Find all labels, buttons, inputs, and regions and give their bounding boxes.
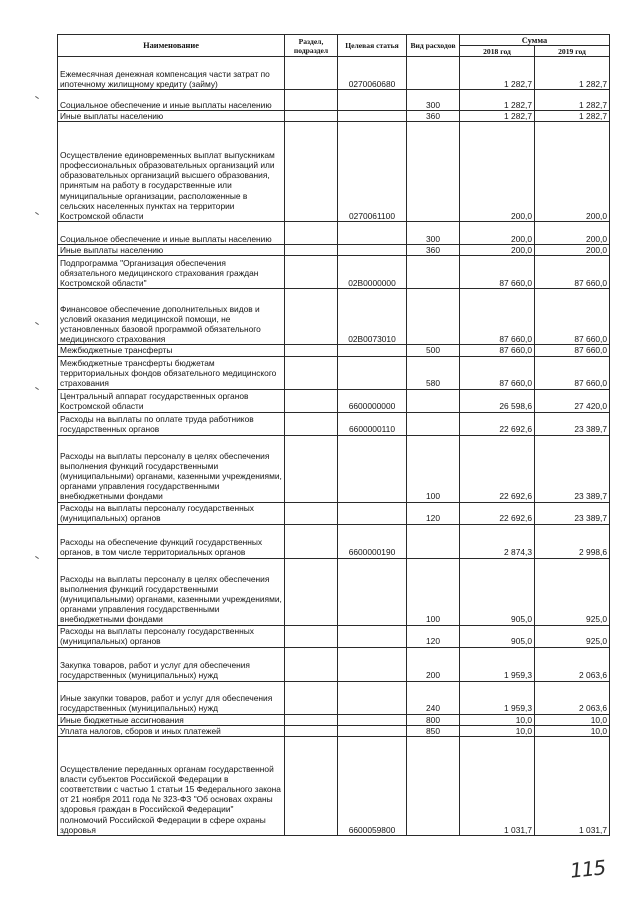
table-row (58, 647, 610, 681)
budget-sheet (57, 34, 609, 836)
table-row (58, 725, 610, 736)
header-sum: Сумма (460, 35, 610, 46)
table-row (58, 524, 610, 558)
cell-name: Уплата налогов, сборов и иных платежей (58, 725, 285, 736)
cell-amount-2018: 87 660,0 (460, 256, 535, 289)
cell-target-code (338, 681, 407, 714)
cell-target-code (338, 345, 407, 356)
cell-section (285, 289, 338, 345)
table-row (58, 256, 610, 289)
table-row (58, 737, 610, 836)
handwritten-page-number: 115 (568, 855, 607, 883)
cell-expense-kind: 120 (407, 625, 460, 647)
cell-target-code: 6600000110 (338, 412, 407, 435)
cell-section (285, 389, 338, 412)
cell-name: Расходы на выплаты персоналу в целях обеспечения выполнения функций государственными (муниципальными) органами, казенными учреждениями, органами управления государственными внебюджетными фондами (58, 558, 285, 625)
cell-target-code (338, 435, 407, 502)
cell-section (285, 412, 338, 435)
cell-expense-kind (407, 412, 460, 435)
table-row (58, 356, 610, 389)
cell-amount-2019: 2 063,6 (535, 647, 610, 681)
cell-target-code (338, 111, 407, 122)
table-row (58, 625, 610, 647)
margin-mark (35, 212, 39, 215)
cell-section (285, 558, 338, 625)
cell-expense-kind (407, 122, 460, 222)
cell-target-code (338, 245, 407, 256)
header-target: Целевая статья (338, 35, 407, 57)
cell-amount-2018: 200,0 (460, 245, 535, 256)
cell-expense-kind: 300 (407, 90, 460, 111)
header-name: Наименование (58, 35, 285, 57)
cell-section (285, 90, 338, 111)
cell-name: Расходы на выплаты персоналу в целях обеспечения выполнения функций государственными (муниципальными) органами, казенными учреждениями, органами управления государственными внебюджетными фондами (58, 435, 285, 502)
cell-amount-2018: 87 660,0 (460, 356, 535, 389)
cell-amount-2019: 2 998,6 (535, 524, 610, 558)
cell-expense-kind: 360 (407, 111, 460, 122)
cell-section (285, 725, 338, 736)
table-body (58, 57, 610, 836)
table-row (58, 222, 610, 245)
cell-target-code: 6600000000 (338, 389, 407, 412)
cell-amount-2019: 87 660,0 (535, 289, 610, 345)
cell-name: Подпрограмма "Организация обеспечения обязательного медицинского страхования граждан Костромской области" (58, 256, 285, 289)
cell-target-code (338, 222, 407, 245)
cell-name: Расходы на выплаты персоналу государственных (муниципальных) органов (58, 502, 285, 524)
cell-amount-2019: 200,0 (535, 122, 610, 222)
margin-mark (35, 387, 39, 390)
table-row (58, 558, 610, 625)
cell-name: Межбюджетные трансферты (58, 345, 285, 356)
cell-expense-kind: 800 (407, 714, 460, 725)
table-row (58, 122, 610, 222)
cell-amount-2019: 1 282,7 (535, 111, 610, 122)
cell-expense-kind: 120 (407, 502, 460, 524)
margin-mark (35, 96, 39, 99)
cell-amount-2018: 87 660,0 (460, 289, 535, 345)
cell-amount-2018: 905,0 (460, 625, 535, 647)
cell-name: Социальное обеспечение и иные выплаты населению (58, 222, 285, 245)
cell-amount-2019: 27 420,0 (535, 389, 610, 412)
cell-name: Иные закупки товаров, работ и услуг для обеспечения государственных (муниципальных) нужд (58, 681, 285, 714)
cell-name: Иные выплаты населению (58, 111, 285, 122)
cell-expense-kind (407, 389, 460, 412)
cell-expense-kind: 300 (407, 222, 460, 245)
cell-section (285, 222, 338, 245)
cell-amount-2018: 200,0 (460, 122, 535, 222)
cell-amount-2019: 87 660,0 (535, 345, 610, 356)
cell-amount-2018: 200,0 (460, 222, 535, 245)
table-row (58, 245, 610, 256)
cell-amount-2018: 10,0 (460, 725, 535, 736)
cell-amount-2018: 1 282,7 (460, 57, 535, 90)
cell-target-code (338, 647, 407, 681)
header-kind: Вид расходов (407, 35, 460, 57)
table-row (58, 412, 610, 435)
cell-name: Расходы на выплаты персоналу государственных (муниципальных) органов (58, 625, 285, 647)
cell-amount-2018: 1 959,3 (460, 681, 535, 714)
cell-expense-kind: 100 (407, 558, 460, 625)
cell-name: Ежемесячная денежная компенсация части затрат по ипотечному жилищному кредиту (займу) (58, 57, 285, 90)
budget-table (57, 34, 610, 836)
cell-target-code: 6600000190 (338, 524, 407, 558)
cell-amount-2018: 10,0 (460, 714, 535, 725)
cell-amount-2018: 1 282,7 (460, 90, 535, 111)
cell-amount-2019: 23 389,7 (535, 412, 610, 435)
cell-expense-kind: 200 (407, 647, 460, 681)
cell-amount-2019: 1 031,7 (535, 737, 610, 836)
margin-mark (35, 556, 39, 559)
cell-section (285, 356, 338, 389)
cell-section (285, 435, 338, 502)
table-row (58, 345, 610, 356)
cell-target-code (338, 90, 407, 111)
cell-amount-2018: 2 874,3 (460, 524, 535, 558)
cell-expense-kind: 500 (407, 345, 460, 356)
table-row (58, 111, 610, 122)
cell-amount-2018: 22 692,6 (460, 502, 535, 524)
cell-section (285, 122, 338, 222)
cell-expense-kind (407, 737, 460, 836)
cell-amount-2019: 10,0 (535, 725, 610, 736)
cell-section (285, 524, 338, 558)
cell-amount-2019: 10,0 (535, 714, 610, 725)
cell-name: Расходы на выплаты по оплате труда работников государственных органов (58, 412, 285, 435)
cell-expense-kind: 100 (407, 435, 460, 502)
cell-target-code: 02В0073010 (338, 289, 407, 345)
cell-section (285, 625, 338, 647)
cell-expense-kind: 580 (407, 356, 460, 389)
cell-amount-2018: 87 660,0 (460, 345, 535, 356)
cell-section (285, 647, 338, 681)
cell-expense-kind: 360 (407, 245, 460, 256)
cell-section (285, 57, 338, 90)
cell-expense-kind (407, 289, 460, 345)
cell-section (285, 111, 338, 122)
table-row (58, 714, 610, 725)
cell-amount-2019: 200,0 (535, 222, 610, 245)
cell-amount-2019: 87 660,0 (535, 256, 610, 289)
cell-target-code (338, 714, 407, 725)
cell-target-code: 6600059800 (338, 737, 407, 836)
cell-section (285, 256, 338, 289)
cell-expense-kind: 240 (407, 681, 460, 714)
cell-target-code: 02В0000000 (338, 256, 407, 289)
table-row (58, 681, 610, 714)
cell-section (285, 345, 338, 356)
cell-name: Осуществление единовременных выплат выпускникам профессиональных образовательных организаций или образовательных организаций высшего образования, принятым на работу в государственные или муниципальные организации, расположенные в сельских населенных пунктах на территории Костромской области (58, 122, 285, 222)
cell-amount-2019: 925,0 (535, 558, 610, 625)
header-year-2018: 2018 год (460, 46, 535, 57)
cell-expense-kind (407, 57, 460, 90)
cell-amount-2018: 26 598,6 (460, 389, 535, 412)
cell-amount-2019: 2 063,6 (535, 681, 610, 714)
cell-amount-2018: 1 031,7 (460, 737, 535, 836)
cell-expense-kind: 850 (407, 725, 460, 736)
cell-amount-2018: 22 692,6 (460, 412, 535, 435)
cell-amount-2019: 1 282,7 (535, 90, 610, 111)
cell-amount-2018: 22 692,6 (460, 435, 535, 502)
cell-expense-kind (407, 524, 460, 558)
cell-name: Иные бюджетные ассигнования (58, 714, 285, 725)
table-row (58, 389, 610, 412)
cell-section (285, 502, 338, 524)
cell-amount-2019: 23 389,7 (535, 435, 610, 502)
table-row (58, 502, 610, 524)
cell-amount-2019: 87 660,0 (535, 356, 610, 389)
cell-target-code (338, 625, 407, 647)
cell-name: Финансовое обеспечение дополнительных видов и условий оказания медицинской помощи, не установленных базовой программой обязательного медицинского страхования (58, 289, 285, 345)
cell-amount-2019: 23 389,7 (535, 502, 610, 524)
cell-expense-kind (407, 256, 460, 289)
cell-amount-2019: 925,0 (535, 625, 610, 647)
header-section: Раздел, подраздел (285, 35, 338, 57)
cell-name: Осуществление переданных органам государственной власти субъектов Российской Федерации в соответствии с частью 1 статьи 15 Федерального закона от 21 ноября 2011 года № 323-ФЗ "Об основах охраны здоровья граждан в Российской Федерации" полномочий Российской Федерации в сфере охраны здоровья (58, 737, 285, 836)
cell-name: Закупка товаров, работ и услуг для обеспечения государственных (муниципальных) нужд (58, 647, 285, 681)
cell-name: Социальное обеспечение и иные выплаты населению (58, 90, 285, 111)
header-year-2019: 2019 год (535, 46, 610, 57)
table-row (58, 435, 610, 502)
cell-target-code (338, 356, 407, 389)
cell-amount-2018: 1 282,7 (460, 111, 535, 122)
margin-mark (35, 322, 39, 325)
cell-section (285, 245, 338, 256)
cell-target-code (338, 502, 407, 524)
cell-amount-2018: 1 959,3 (460, 647, 535, 681)
cell-name: Центральный аппарат государственных органов Костромской области (58, 389, 285, 412)
cell-amount-2018: 905,0 (460, 558, 535, 625)
table-row (58, 57, 610, 90)
cell-section (285, 714, 338, 725)
cell-name: Межбюджетные трансферты бюджетам территориальных фондов обязательного медицинского страхования (58, 356, 285, 389)
table-row (58, 289, 610, 345)
cell-section (285, 737, 338, 836)
cell-name: Расходы на обеспечение функций государственных органов, в том числе территориальных органов (58, 524, 285, 558)
cell-name: Иные выплаты населению (58, 245, 285, 256)
table-row (58, 90, 610, 111)
cell-section (285, 681, 338, 714)
cell-target-code (338, 725, 407, 736)
cell-amount-2019: 1 282,7 (535, 57, 610, 90)
cell-target-code: 0270061100 (338, 122, 407, 222)
cell-amount-2019: 200,0 (535, 245, 610, 256)
cell-target-code: 0270060680 (338, 57, 407, 90)
cell-target-code (338, 558, 407, 625)
